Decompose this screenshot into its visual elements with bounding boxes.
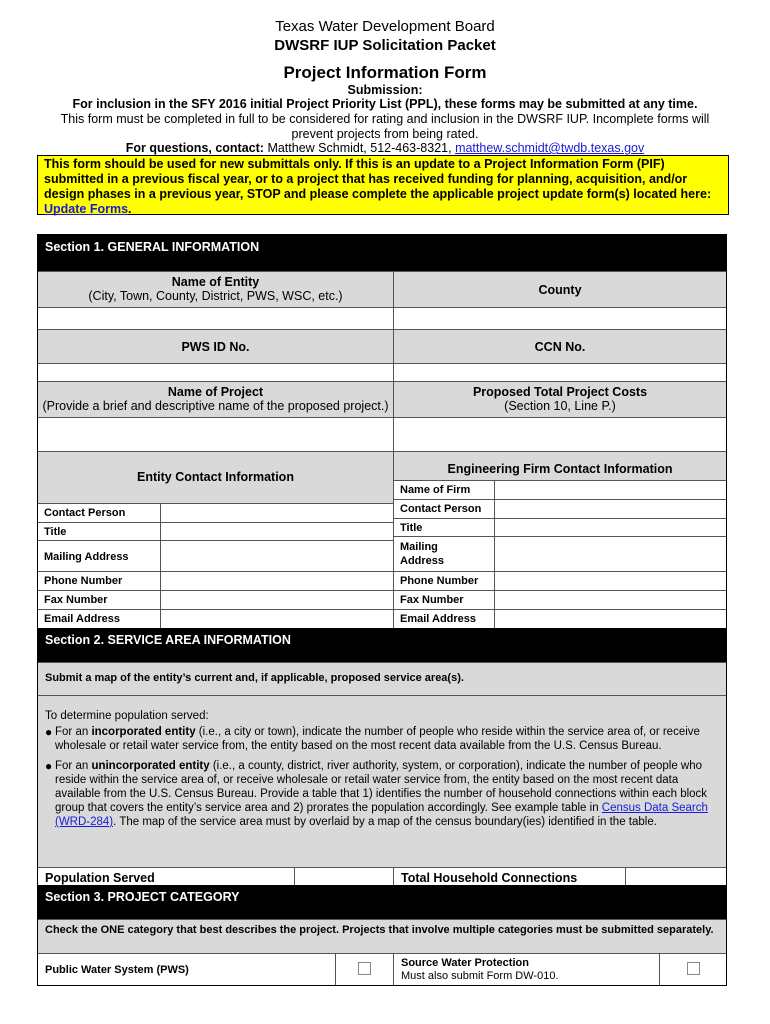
bullet2-pre: For an — [55, 760, 92, 772]
entity-fax-label: Fax Number — [38, 591, 160, 609]
population-served-input[interactable] — [294, 868, 393, 885]
update-forms-link[interactable]: Update Forms — [44, 202, 129, 216]
category-swp-checkbox[interactable] — [687, 962, 700, 975]
packet-title: DWSRF IUP Solicitation Packet — [274, 37, 496, 54]
pws-id-input[interactable] — [38, 364, 393, 381]
household-connections-input[interactable] — [625, 868, 726, 885]
project-name-input[interactable] — [38, 418, 393, 451]
contact-email-link[interactable]: matthew.schmidt@twdb.texas.gov — [455, 141, 645, 155]
county-label: County — [393, 272, 726, 307]
eng-title-label: Title — [394, 519, 494, 536]
update-notice — [37, 155, 729, 215]
map-instruction: Submit a map of the entity’s current and, if applicable, proposed service area(s). — [45, 672, 464, 684]
population-served-label: Population Served — [45, 871, 155, 885]
contact-label: For questions, contact: — [125, 141, 264, 155]
entity-name-header — [38, 272, 393, 307]
cost-header — [393, 382, 726, 417]
cost-hint: (Section 10, Line P.) — [504, 399, 616, 413]
category-pws-cell — [335, 954, 393, 985]
entity-title-input[interactable] — [160, 523, 393, 540]
org-name: Texas Water Development Board — [275, 18, 495, 35]
entity-email-label: Email Address — [38, 610, 160, 628]
eng-mailing-line1: Mailing — [400, 541, 438, 553]
eng-mailing-input[interactable] — [494, 537, 726, 571]
incorporated-bullet: ● For an incorporated entity (i.e., a city or town), indicate the number of people who reside within the service area of, or receive wholesale or retail water service from, the entity based on the most recent data available from the U.S. Census Bureau. — [45, 725, 700, 752]
section3-header: Section 3. PROJECT CATEGORY — [38, 885, 726, 919]
category-swp-label: Source Water Protection — [401, 957, 529, 969]
section2-header: Section 2. SERVICE AREA INFORMATION — [38, 628, 726, 662]
entity-contact-person-label: Contact Person — [38, 504, 160, 522]
eng-email-label: Email Address — [394, 610, 494, 628]
bullet2-post: (i.e., a county, district, river authority, system, or corporation), indicate the number of people who reside within the service area of, or receive wholesale or retail water service from, the entity based on the most recent data available from the U.S. Census Bureau. Provide a table that 1) identifies the number of household connections within each block group that covers the entity’s service area and 2) prorates the population accordingly. See example table in — [55, 760, 708, 814]
entity-mailing-label: Mailing Address — [38, 541, 160, 571]
firm-name-input[interactable] — [494, 481, 726, 499]
bullet2-tail: . The map of the service area must by overlaid by a map of the census boundary(ies) identified in the table. — [113, 816, 657, 828]
population-intro: To determine population served: — [45, 710, 209, 722]
category-instruction: Check the ONE category that best describes the project. Projects that involve multiple categories must be submitted separately. — [45, 924, 714, 936]
section1-header: Section 1. GENERAL INFORMATION — [38, 235, 726, 271]
eng-title-input[interactable] — [494, 519, 726, 536]
contact-text: Matthew Schmidt, 512-463-8321, — [267, 141, 452, 155]
ccn-label: CCN No. — [393, 330, 726, 363]
project-name-label: Name of Project — [167, 385, 264, 399]
entity-contact-person-input[interactable] — [160, 504, 393, 522]
entity-fax-input[interactable] — [160, 591, 393, 609]
eng-email-input[interactable] — [494, 610, 726, 628]
eng-contact-person-label: Contact Person — [394, 500, 494, 518]
population-instructions — [38, 696, 726, 867]
category-swp-note: Must also submit Form DW-010. — [401, 970, 559, 982]
county-input[interactable] — [393, 308, 726, 329]
census-data-search-link[interactable]: Census Data Search (WRD-284) — [55, 802, 708, 828]
entity-email-input[interactable] — [160, 610, 393, 628]
bullet1-pre: For an — [55, 726, 92, 738]
category-pws-label: Public Water System (PWS) — [45, 964, 189, 976]
submission-label: Submission: — [347, 83, 423, 97]
cost-input[interactable] — [393, 418, 726, 451]
eng-contact-person-input[interactable] — [494, 500, 726, 518]
project-information-form — [37, 234, 727, 986]
entity-name-input[interactable] — [38, 308, 393, 329]
entity-title-label: Title — [38, 523, 160, 540]
submission-line: For inclusion in the SFY 2016 initial Project Priority List (PPL), these forms may be submitted at any time. — [72, 97, 698, 111]
entity-name-label: Name of Entity — [171, 275, 260, 289]
project-name-hint: (Provide a brief and descriptive name of the proposed project.) — [42, 399, 389, 413]
entity-mailing-input[interactable] — [160, 541, 393, 571]
entity-contact-block — [38, 452, 393, 628]
entity-contact-label: Entity Contact Information — [38, 452, 393, 503]
eng-mailing-line2: Address — [400, 555, 445, 567]
household-connections-label: Total Household Connections — [393, 868, 625, 885]
firm-name-label: Name of Firm — [394, 481, 494, 499]
eng-phone-label: Phone Number — [394, 572, 494, 590]
entity-name-hint: (City, Town, County, District, PWS, WSC, etc.) — [88, 289, 343, 303]
bullet2-bold: unincorporated entity — [91, 760, 210, 772]
eng-contact-label: Engineering Firm Contact Information — [394, 452, 726, 480]
ccn-input[interactable] — [393, 364, 726, 381]
contact-line — [0, 141, 770, 155]
project-name-header — [38, 382, 393, 417]
notice-trail: . — [128, 202, 132, 216]
category-swp-label-cell — [393, 954, 659, 985]
notice-text: This form should be used for new submittals only. If this is an update to a Project Information Form (PIF) submitted in a previous fiscal year, or to a project that has received funding for planning, acquisition, and/or design phases in a previous year, STOP and please complete the applicable project update form(s) located here: — [44, 157, 712, 201]
complete-note: This form must be completed in full to be considered for rating and inclusion in the DWSRF IUP. Incomplete forms will prevent projects from being rated. — [60, 112, 710, 141]
entity-phone-input[interactable] — [160, 572, 393, 590]
eng-fax-input[interactable] — [494, 591, 726, 609]
category-pws-checkbox[interactable] — [358, 962, 371, 975]
category-swp-cell — [659, 954, 726, 985]
unincorporated-bullet: ● For an unincorporated entity (i.e., a county, district, river authority, system, or corporation), indicate the number of people who reside within the service area of, or receive wholesale or retail water service from, the entity based on the most recent data available from the U.S. Census Bureau. Provide a table that 1) identifies the number of household connections within each block group that covers the entity’s service area and 2) prorates the population accordingly. See example table in Census Data Search (WRD-284). The map of the service area must by overlaid by a map of the census boundary(ies) identified in the table. — [45, 759, 708, 828]
pws-id-label: PWS ID No. — [38, 330, 393, 363]
bullet1-post: (i.e., a city or town), indicate the number of people who reside within the service area of, or receive wholesale or retail water service from, the entity based on the most recent data available from the U.S. Census Bureau. — [55, 726, 700, 752]
engineering-contact-block — [393, 452, 726, 628]
entity-phone-label: Phone Number — [38, 572, 160, 590]
eng-phone-input[interactable] — [494, 572, 726, 590]
cost-label: Proposed Total Project Costs — [472, 385, 648, 399]
eng-fax-label: Fax Number — [394, 591, 494, 609]
eng-mailing-label — [394, 537, 494, 571]
page-title: Project Information Form — [283, 63, 487, 82]
bullet1-bold: incorporated entity — [91, 726, 196, 738]
